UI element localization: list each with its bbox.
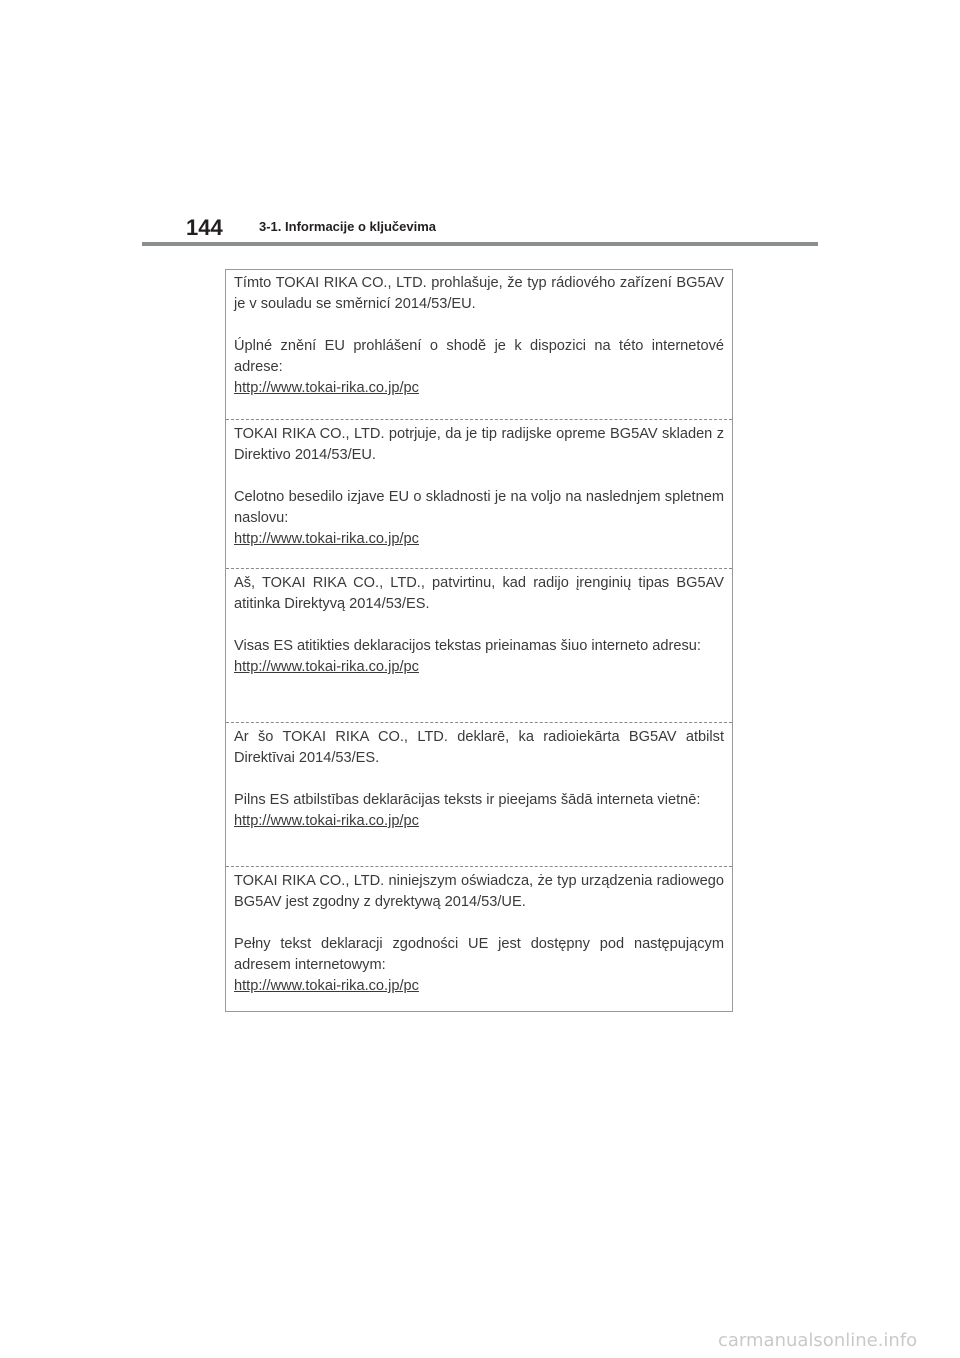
declaration-availability: Pełny tekst deklaracji zgodności UE jest dostępny pod następującym adresem internetowym: (234, 936, 724, 973)
declaration-availability: Visas ES atitikties deklaracijos tekstas prieinamas šiuo interneto adresu: (234, 638, 701, 654)
declaration-latvian (226, 722, 732, 832)
declaration-availability: Úplné znění EU prohlášení o shodě je k dispozici na této internetové adrese: (234, 338, 724, 375)
declaration-box (225, 269, 733, 1012)
declaration-availability: Pilns ES atbilstības deklarācijas teksts ir pieejams šādā interneta vietnē: (234, 792, 701, 808)
declaration-czech (226, 273, 732, 399)
declaration-statement: TOKAI RIKA CO., LTD. potrjuje, da je tip radijske opreme BG5AV skladen z Direktivo 2014/53/EU. (234, 426, 724, 463)
declaration-url-link[interactable]: http://www.tokai-rika.co.jp/pc (234, 813, 419, 829)
declaration-url-link[interactable]: http://www.tokai-rika.co.jp/pc (234, 659, 419, 675)
declaration-statement: Ar šo TOKAI RIKA CO., LTD. deklarē, ka radioiekārta BG5AV atbilst Direktīvai 2014/53/ES. (234, 729, 724, 766)
page-header (142, 212, 818, 246)
site-watermark: carmanualsonline.info (718, 1330, 918, 1351)
section-title: 3-1. Informacije o ključevima (259, 219, 437, 234)
declaration-url-link[interactable]: http://www.tokai-rika.co.jp/pc (234, 531, 419, 547)
declaration-statement: Tímto TOKAI RIKA CO., LTD. prohlašuje, že typ rádiového zařízení BG5AV je v souladu se směrnicí 2014/53/EU. (234, 275, 724, 312)
page-number: 144 (186, 215, 223, 240)
declaration-lithuanian (226, 568, 732, 678)
declaration-availability: Celotno besedilo izjave EU o skladnosti je na voljo na naslednjem spletnem naslovu: (234, 489, 724, 526)
declaration-statement: Aš, TOKAI RIKA CO., LTD., patvirtinu, kad radijo įrenginių tipas BG5AV atitinka Direktyvą 2014/53/ES. (234, 575, 724, 612)
declaration-polish (226, 866, 732, 997)
declaration-statement: TOKAI RIKA CO., LTD. niniejszym oświadcza, że typ urządzenia radiowego BG5AV jest zgodny z dyrektywą 2014/53/UE. (234, 873, 724, 910)
declaration-url-link[interactable]: http://www.tokai-rika.co.jp/pc (234, 978, 419, 994)
header-rule (142, 242, 818, 246)
declaration-url-link[interactable]: http://www.tokai-rika.co.jp/pc (234, 380, 419, 396)
declaration-slovenian (226, 419, 732, 550)
